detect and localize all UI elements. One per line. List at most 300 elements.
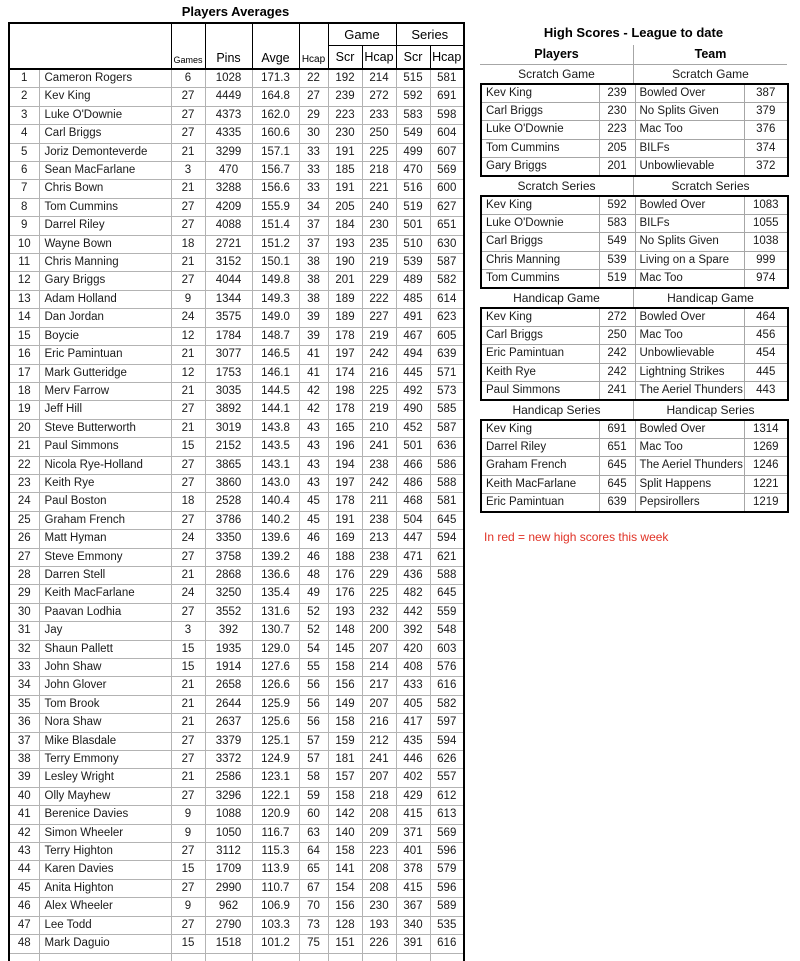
game-scr-cell: 223 — [328, 106, 362, 124]
table-row — [9, 695, 464, 713]
hcap-cell: 57 — [299, 751, 328, 769]
player-name-cell: Luke O'Downie — [39, 106, 171, 124]
table-row — [9, 180, 464, 198]
games-cell: 27 — [171, 198, 205, 216]
table-row — [9, 898, 464, 916]
player-name-cell: Mike Blasdale — [39, 732, 171, 750]
team-name-cell: Unbowlievable — [635, 157, 744, 176]
hcap-cell: 27 — [299, 88, 328, 106]
games-cell: 9 — [171, 290, 205, 308]
pins-cell: 3350 — [205, 530, 252, 548]
high-score-row — [481, 457, 788, 475]
game-hcap-cell: 238 — [362, 511, 396, 529]
game-scr-cell: 157 — [328, 769, 362, 787]
avge-cell: 120.9 — [252, 806, 299, 824]
games-cell: 15 — [171, 438, 205, 456]
series-scr-cell: 539 — [396, 254, 430, 272]
pins-cell: 1050 — [205, 824, 252, 842]
player-name-cell: Merv Farrow — [39, 382, 171, 400]
high-scores-column-headers — [480, 45, 787, 65]
player-score-cell: 645 — [599, 457, 635, 475]
series-hcap-cell: 585 — [430, 401, 464, 419]
table-row — [9, 622, 464, 640]
player-name-cell: Terry Emmony — [39, 751, 171, 769]
team-name-cell: Bowled Over — [635, 420, 744, 439]
series-hcap-cell: 621 — [430, 548, 464, 566]
series-scr-cell: 433 — [396, 677, 430, 695]
series-scr-cell: 485 — [396, 290, 430, 308]
table-row — [9, 511, 464, 529]
series-scr-cell: 378 — [396, 861, 430, 879]
hcap-cell: 29 — [299, 106, 328, 124]
game-scr-cell: 198 — [328, 382, 362, 400]
game-hcap-cell: 217 — [362, 677, 396, 695]
game-scr-cell: 197 — [328, 474, 362, 492]
pins-cell: 4373 — [205, 106, 252, 124]
pins-cell: 3379 — [205, 732, 252, 750]
avge-cell: 149.3 — [252, 290, 299, 308]
series-hcap-cell: 597 — [430, 714, 464, 732]
series-hcap-cell: 569 — [430, 824, 464, 842]
avge-cell: 143.1 — [252, 456, 299, 474]
game-scr-cell: 159 — [328, 732, 362, 750]
rank-cell: 43 — [9, 843, 39, 861]
table-row — [9, 198, 464, 216]
games-cell: 21 — [171, 346, 205, 364]
game-scr-cell: 192 — [328, 69, 362, 88]
high-scores-block — [480, 419, 789, 513]
games-cell: 12 — [171, 327, 205, 345]
table-row — [9, 916, 464, 934]
game-scr-cell: 176 — [328, 585, 362, 603]
series-scr-cell: 445 — [396, 364, 430, 382]
series-scr-cell: 391 — [396, 935, 430, 953]
pins-cell: 2721 — [205, 235, 252, 253]
team-score-cell: 374 — [744, 139, 788, 157]
hcap-cell: 45 — [299, 511, 328, 529]
game-scr-cell: 151 — [328, 935, 362, 953]
hcap-cell: 43 — [299, 456, 328, 474]
team-score-cell: 372 — [744, 157, 788, 176]
pins-cell: 2990 — [205, 879, 252, 897]
player-name-cell: Berenice Davies — [39, 806, 171, 824]
games-cell: 15 — [171, 659, 205, 677]
series-hcap-cell: 581 — [430, 493, 464, 511]
hcap-cell: 52 — [299, 622, 328, 640]
hcap-cell: 49 — [299, 585, 328, 603]
player-name-cell: Graham French — [481, 457, 599, 475]
table-row — [9, 474, 464, 492]
team-score-cell: 1083 — [744, 196, 788, 215]
player-name-cell: Keith MacFarlane — [481, 475, 599, 493]
game-hcap-cell: 212 — [362, 732, 396, 750]
game-hcap-cell: 208 — [362, 806, 396, 824]
col-header-hcap: Hcap — [299, 23, 328, 69]
games-cell: 24 — [171, 585, 205, 603]
col-header-series-hcap: Hcap — [430, 46, 464, 70]
games-cell: 27 — [171, 217, 205, 235]
series-hcap-cell: 569 — [430, 162, 464, 180]
player-name-cell: Kev King — [481, 420, 599, 439]
high-score-row — [481, 493, 788, 512]
team-score-cell: 1269 — [744, 439, 788, 457]
player-name-cell: Carl Briggs — [481, 103, 599, 121]
high-score-row — [481, 215, 788, 233]
hcap-cell: 52 — [299, 603, 328, 621]
rank-cell: 28 — [9, 566, 39, 584]
game-hcap-cell: 210 — [362, 419, 396, 437]
pins-cell: 3786 — [205, 511, 252, 529]
series-scr-cell: 515 — [396, 69, 430, 88]
player-score-cell: 651 — [599, 439, 635, 457]
games-cell: 18 — [171, 493, 205, 511]
games-cell: 21 — [171, 769, 205, 787]
rank-cell: 37 — [9, 732, 39, 750]
series-hcap-cell: 607 — [430, 143, 464, 161]
avge-cell: 110.7 — [252, 879, 299, 897]
series-hcap-cell: 691 — [430, 88, 464, 106]
player-score-cell: 549 — [599, 233, 635, 251]
high-score-row — [481, 439, 788, 457]
hcap-cell: 37 — [299, 217, 328, 235]
game-scr-cell: 191 — [328, 180, 362, 198]
rank-cell: 15 — [9, 327, 39, 345]
hcap-cell — [299, 953, 328, 961]
series-scr-cell: 486 — [396, 474, 430, 492]
hcap-cell: 63 — [299, 824, 328, 842]
series-hcap-cell: 594 — [430, 530, 464, 548]
rank-cell: 19 — [9, 401, 39, 419]
series-hcap-cell: 587 — [430, 254, 464, 272]
rank-cell: 21 — [9, 438, 39, 456]
table-row — [9, 493, 464, 511]
player-name-cell: Tom Cummins — [481, 139, 599, 157]
series-hcap-cell: 626 — [430, 751, 464, 769]
series-scr-cell: 468 — [396, 493, 430, 511]
series-scr-cell: 482 — [396, 585, 430, 603]
player-name-cell: Paul Simmons — [39, 438, 171, 456]
team-name-cell: No Splits Given — [635, 103, 744, 121]
team-name-cell: Bowled Over — [635, 308, 744, 327]
table-row — [9, 438, 464, 456]
series-scr-cell: 467 — [396, 327, 430, 345]
rank-cell: 48 — [9, 935, 39, 953]
series-hcap-cell: 594 — [430, 732, 464, 750]
pins-cell: 3552 — [205, 603, 252, 621]
high-score-row — [481, 345, 788, 363]
hcap-cell: 75 — [299, 935, 328, 953]
hcap-cell: 56 — [299, 695, 328, 713]
games-cell: 27 — [171, 125, 205, 143]
col-header-series-scr: Scr — [396, 46, 430, 70]
player-name-cell: Chris Bown — [39, 180, 171, 198]
avge-cell: 136.6 — [252, 566, 299, 584]
avge-cell: 139.2 — [252, 548, 299, 566]
hcap-cell: 46 — [299, 530, 328, 548]
team-name-cell: BILFs — [635, 215, 744, 233]
avge-cell: 131.6 — [252, 603, 299, 621]
player-name-cell: Cameron Rogers — [39, 69, 171, 88]
players-averages-table-container — [8, 22, 467, 961]
hcap-cell: 46 — [299, 548, 328, 566]
hcap-cell: 41 — [299, 364, 328, 382]
series-hcap-cell: 612 — [430, 787, 464, 805]
games-cell: 21 — [171, 143, 205, 161]
game-hcap-cell: 218 — [362, 787, 396, 805]
pins-cell: 4044 — [205, 272, 252, 290]
games-cell: 27 — [171, 548, 205, 566]
pins-cell: 3299 — [205, 143, 252, 161]
avge-cell: 126.6 — [252, 677, 299, 695]
series-hcap-cell: 588 — [430, 566, 464, 584]
game-hcap-cell: 211 — [362, 493, 396, 511]
hcap-cell: 41 — [299, 346, 328, 364]
games-cell: 27 — [171, 88, 205, 106]
series-hcap-cell: 616 — [430, 935, 464, 953]
pins-cell: 2644 — [205, 695, 252, 713]
game-hcap-cell: 241 — [362, 438, 396, 456]
series-scr-cell: 492 — [396, 382, 430, 400]
avge-cell: 149.8 — [252, 272, 299, 290]
series-scr-cell: 489 — [396, 272, 430, 290]
games-cell: 21 — [171, 677, 205, 695]
rank-cell — [9, 953, 39, 961]
table-row — [9, 530, 464, 548]
player-score-cell: 272 — [599, 308, 635, 327]
team-column-header: Team — [633, 45, 787, 64]
player-score-cell: 230 — [599, 103, 635, 121]
hcap-cell: 22 — [299, 69, 328, 88]
team-score-cell: 1314 — [744, 420, 788, 439]
rank-cell: 35 — [9, 695, 39, 713]
avge-cell: 143.8 — [252, 419, 299, 437]
player-score-cell: 583 — [599, 215, 635, 233]
team-name-cell: Lightning Strikes — [635, 363, 744, 381]
hcap-cell: 42 — [299, 382, 328, 400]
avge-cell: 123.1 — [252, 769, 299, 787]
player-name-cell: Keith Rye — [481, 363, 599, 381]
series-scr-cell: 442 — [396, 603, 430, 621]
avge-cell: 139.6 — [252, 530, 299, 548]
table-row — [9, 327, 464, 345]
games-cell: 21 — [171, 695, 205, 713]
rank-cell: 27 — [9, 548, 39, 566]
pins-cell: 1753 — [205, 364, 252, 382]
games-cell: 27 — [171, 751, 205, 769]
player-score-cell: 645 — [599, 475, 635, 493]
table-row — [9, 603, 464, 621]
games-cell: 9 — [171, 806, 205, 824]
player-name-cell: Terry Highton — [39, 843, 171, 861]
series-scr-cell: 490 — [396, 401, 430, 419]
game-hcap-cell: 207 — [362, 695, 396, 713]
col-header-games: Games — [171, 23, 205, 69]
rank-cell: 38 — [9, 751, 39, 769]
series-hcap-cell: 614 — [430, 290, 464, 308]
table-row — [9, 953, 464, 961]
game-hcap-cell: 225 — [362, 143, 396, 161]
table-row — [9, 235, 464, 253]
avge-cell: 171.3 — [252, 69, 299, 88]
hcap-cell: 33 — [299, 162, 328, 180]
game-hcap-cell: 229 — [362, 272, 396, 290]
avge-cell: 160.6 — [252, 125, 299, 143]
table-row — [9, 861, 464, 879]
high-score-row — [481, 121, 788, 139]
game-scr-cell: 145 — [328, 640, 362, 658]
series-scr-cell: 392 — [396, 622, 430, 640]
game-hcap-cell: 238 — [362, 548, 396, 566]
game-hcap-cell: 272 — [362, 88, 396, 106]
game-scr-cell: 191 — [328, 511, 362, 529]
pins-cell: 3152 — [205, 254, 252, 272]
high-score-row — [481, 327, 788, 345]
game-scr-cell: 128 — [328, 916, 362, 934]
team-score-cell: 454 — [744, 345, 788, 363]
player-name-cell: Kev King — [481, 84, 599, 103]
player-name-cell: Carl Briggs — [481, 233, 599, 251]
series-hcap-cell: 535 — [430, 916, 464, 934]
games-cell: 27 — [171, 401, 205, 419]
player-name-cell: Adam Holland — [39, 290, 171, 308]
hcap-cell: 33 — [299, 143, 328, 161]
player-name-cell: Joriz Demonteverde — [39, 143, 171, 161]
games-cell: 21 — [171, 180, 205, 198]
avge-cell: 125.1 — [252, 732, 299, 750]
series-hcap-cell: 573 — [430, 382, 464, 400]
hcap-cell: 58 — [299, 769, 328, 787]
players-column-header: Players — [534, 47, 579, 61]
rank-cell: 5 — [9, 143, 39, 161]
games-cell: 15 — [171, 861, 205, 879]
team-name-cell: Pepsirollers — [635, 493, 744, 512]
rank-cell: 18 — [9, 382, 39, 400]
rank-cell: 42 — [9, 824, 39, 842]
avge-cell: 157.1 — [252, 143, 299, 161]
game-scr-cell: 158 — [328, 843, 362, 861]
series-scr-cell: 494 — [396, 346, 430, 364]
pins-cell: 3865 — [205, 456, 252, 474]
player-name-cell: Paul Simmons — [481, 381, 599, 400]
series-scr-cell: 471 — [396, 548, 430, 566]
table-row — [9, 714, 464, 732]
team-score-cell: 1219 — [744, 493, 788, 512]
games-cell: 3 — [171, 162, 205, 180]
player-name-cell: Carl Briggs — [481, 327, 599, 345]
avge-cell: 144.1 — [252, 401, 299, 419]
game-hcap-cell: 208 — [362, 879, 396, 897]
player-score-cell: 242 — [599, 363, 635, 381]
pins-cell: 1709 — [205, 861, 252, 879]
table-row — [9, 162, 464, 180]
avge-cell: 156.6 — [252, 180, 299, 198]
game-scr-cell: 181 — [328, 751, 362, 769]
team-score-cell: 456 — [744, 327, 788, 345]
rank-cell: 46 — [9, 898, 39, 916]
game-scr-cell: 148 — [328, 622, 362, 640]
game-scr-cell: 158 — [328, 714, 362, 732]
pins-cell: 470 — [205, 162, 252, 180]
section-label: Scratch Game — [633, 65, 787, 83]
player-name-cell: Tom Brook — [39, 695, 171, 713]
table-row — [9, 125, 464, 143]
team-name-cell: Unbowlievable — [635, 345, 744, 363]
series-hcap-cell: 636 — [430, 438, 464, 456]
game-scr-cell: 239 — [328, 88, 362, 106]
high-score-row — [481, 269, 788, 288]
player-score-cell: 639 — [599, 493, 635, 512]
series-scr-cell: 516 — [396, 180, 430, 198]
rank-cell: 44 — [9, 861, 39, 879]
pins-cell: 1518 — [205, 935, 252, 953]
avge-cell: 156.7 — [252, 162, 299, 180]
pins-cell: 3112 — [205, 843, 252, 861]
player-name-cell: Darrel Riley — [481, 439, 599, 457]
player-name-cell: Mark Daguio — [39, 935, 171, 953]
rank-cell: 26 — [9, 530, 39, 548]
pins-cell: 1784 — [205, 327, 252, 345]
table-row — [9, 935, 464, 953]
high-score-row — [481, 251, 788, 269]
hcap-cell: 43 — [299, 419, 328, 437]
game-hcap-cell: 214 — [362, 659, 396, 677]
rank-cell: 16 — [9, 346, 39, 364]
col-header-game-hcap: Hcap — [362, 46, 396, 70]
hcap-cell: 59 — [299, 787, 328, 805]
pins-cell: 3372 — [205, 751, 252, 769]
game-hcap-cell: 219 — [362, 254, 396, 272]
avge-cell: 113.9 — [252, 861, 299, 879]
player-name-cell: Dan Jordan — [39, 309, 171, 327]
series-hcap-cell: 581 — [430, 69, 464, 88]
game-scr-cell: 191 — [328, 143, 362, 161]
game-hcap-cell: 225 — [362, 382, 396, 400]
avge-cell: 143.0 — [252, 474, 299, 492]
section-title-row — [480, 177, 787, 195]
pins-cell: 962 — [205, 898, 252, 916]
section-label: Scratch Series — [517, 179, 596, 194]
rank-cell: 41 — [9, 806, 39, 824]
table-row — [9, 751, 464, 769]
rank-cell: 13 — [9, 290, 39, 308]
hcap-cell: 33 — [299, 180, 328, 198]
rank-cell: 7 — [9, 180, 39, 198]
series-hcap-cell: 598 — [430, 106, 464, 124]
rank-cell: 22 — [9, 456, 39, 474]
hcap-cell: 30 — [299, 125, 328, 143]
avge-cell: 149.0 — [252, 309, 299, 327]
series-scr-cell: 466 — [396, 456, 430, 474]
player-name-cell: John Glover — [39, 677, 171, 695]
series-hcap-cell: 605 — [430, 327, 464, 345]
player-name-cell: Lesley Wright — [39, 769, 171, 787]
games-cell — [171, 953, 205, 961]
game-hcap-cell: 235 — [362, 235, 396, 253]
pins-cell: 2586 — [205, 769, 252, 787]
team-score-cell: 1221 — [744, 475, 788, 493]
table-row — [9, 401, 464, 419]
game-scr-cell: 197 — [328, 346, 362, 364]
game-hcap-cell: 226 — [362, 935, 396, 953]
player-name-cell: Jay — [39, 622, 171, 640]
game-scr-cell: 156 — [328, 898, 362, 916]
series-scr-cell: 504 — [396, 511, 430, 529]
player-name-cell: Karen Davies — [39, 861, 171, 879]
players-averages-table — [8, 22, 465, 961]
series-scr-cell: 501 — [396, 217, 430, 235]
pins-cell: 2868 — [205, 566, 252, 584]
avge-cell: 127.6 — [252, 659, 299, 677]
